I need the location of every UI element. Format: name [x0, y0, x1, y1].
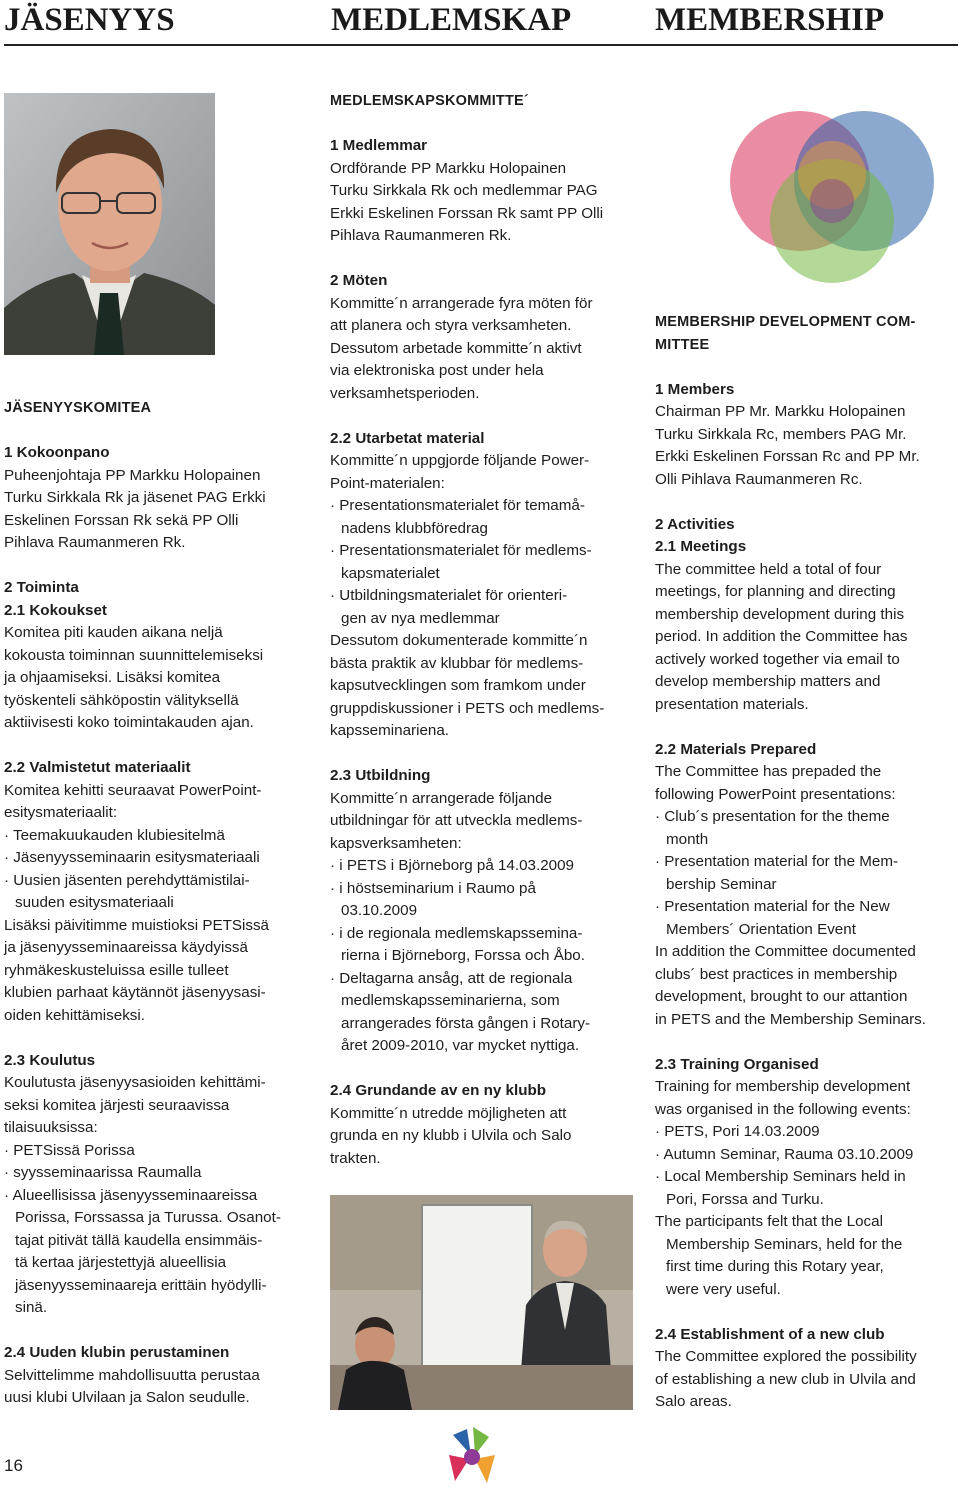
bullet-item: · PETS, Pori 14.03.2009 [655, 1123, 820, 1140]
membership-venn-logo [712, 93, 952, 288]
bullet-item-continuation: medlemskapsseminarierna, som [341, 992, 560, 1009]
bullet-item: · Deltagarna ansåg, att de regionala [330, 969, 573, 987]
bullet-item-continuation: Porissa, Forssassa ja Turussa. Osanot- [15, 1209, 281, 1226]
text-line: Komitea piti kauden aikana neljä [4, 624, 223, 641]
text-line: via elektroniska post under hela [330, 362, 544, 379]
bullet-item: · i höstseminarium i Raumo på [330, 879, 536, 897]
bullet-item-continuation: tä kertaa järjestettyjä alueellisia [15, 1254, 227, 1271]
text-line: The Committee explored the possibility [655, 1348, 917, 1365]
text-line: aktiivisesti koko toimintakauden ajan. [4, 714, 254, 731]
text-line: following PowerPoint presentations: [655, 785, 896, 803]
text-line: membership development during this [655, 605, 905, 623]
text-line: meetings, for planning and directing [655, 583, 896, 600]
text-line: Olli Pihlava Raumanmeren Rc. [655, 470, 863, 488]
text-line: Selvittelimme mahdollisuutta perustaa [4, 1366, 260, 1384]
text-line: kapsseminariena. [330, 722, 450, 739]
bullet-item-continuation: året 2009-2010, var mycket nyttiga. [341, 1037, 580, 1054]
bullet-item-continuation: arrangerades första gången i Rotary- [341, 1014, 591, 1032]
heading-en-2-2: 2.2 Materials Prepared [655, 740, 817, 758]
bullet-item-continuation: tajat pitivät tällä kaudella ensimmäis- [15, 1231, 263, 1249]
heading-en-2-4: 2.4 Establishment of a new club [655, 1325, 885, 1343]
heading-fi-1: 1 Kokoonpano [4, 444, 110, 461]
text-line: ja jäsenyysseminaareissa käydyissä [4, 939, 248, 956]
bullet-item: · Alueellisissa jäsenyysseminaareissa [4, 1186, 258, 1204]
heading-en-1: 1 Members [655, 380, 735, 398]
text-line: Dessutom dokumenterade kommitte´n [330, 632, 588, 649]
bullet-item: · i PETS i Björneborg på 14.03.2009 [330, 857, 574, 874]
header-title-en: MEMBERSHIP [655, 2, 885, 38]
text-line: Training for membership development [655, 1078, 911, 1095]
section-title-fi: JÄSENYYSKOMITEA [4, 400, 152, 416]
heading-fi-2-3: 2.3 Koulutus [4, 1051, 96, 1069]
text-line: The participants felt that the Local [655, 1213, 883, 1230]
text-line: uusi klubi Ulvilaan ja Salon seudulle. [4, 1389, 250, 1406]
text-line: oiden kehittämiseksi. [4, 1006, 145, 1024]
bullet-item: · PETSissä Porissa [4, 1141, 135, 1159]
bullet-item-continuation: jäsenyysseminaareja erittäin hyödylli- [15, 1276, 267, 1294]
text-line: Kommitte´n arrangerade fyra möten för [330, 294, 593, 312]
text-line: Pihlava Raumanmeren Rk. [330, 227, 512, 244]
text-line: Puheenjohtaja PP Markku Holopainen [4, 466, 261, 484]
text-line: Eskelinen Forssan Rk sekä PP Olli [4, 511, 239, 529]
text-line: Erkki Eskelinen Forssan Rk samt PP Olli [330, 204, 604, 222]
text-line: kapsutvecklingen som framkom under [330, 677, 586, 694]
text-line: Turku Sirkkala Rk och medlemmar PAG [330, 182, 598, 199]
meeting-photo [330, 1195, 633, 1410]
text-line: Erkki Eskelinen Forssan Rc and PP Mr. [655, 448, 920, 465]
text-line: trakten. [330, 1149, 381, 1167]
text-line: kapsverksamheten: [330, 834, 462, 852]
heading-en-2: 2 Activities [655, 515, 735, 533]
column-swedish [330, 90, 645, 1170]
text-line: ryhmäkeskusteluissa esille tulleet [4, 961, 229, 979]
bullet-item: · Jäsenyysseminaarin esitysmateriaali [4, 849, 260, 866]
text-line: first time during this Rotary year, [666, 1258, 884, 1275]
heading-sv-2-4: 2.4 Grundande av en ny klubb [330, 1082, 547, 1099]
text-line: seksi komitea järjesti seuraavissa [4, 1096, 230, 1114]
text-line: period. In addition the Committee has [655, 628, 908, 645]
text-line: työskenteli sähköpostin välityksellä [4, 691, 239, 709]
bullet-item: · Autumn Seminar, Rauma 03.10.2009 [655, 1145, 914, 1163]
text-line: Koulutusta jäsenyysasioiden kehittämi- [4, 1074, 266, 1091]
heading-fi-2: 2 Toiminta [4, 579, 79, 596]
bullet-item: · syysseminaarissa Raumalla [4, 1164, 202, 1181]
bullet-item-continuation: sinä. [15, 1299, 48, 1316]
heading-en-2-3: 2.3 Training Organised [655, 1055, 819, 1073]
column-finnish [4, 397, 316, 1410]
text-line: gruppdiskussioner i PETS och medlems- [330, 699, 605, 717]
bullet-item: · Presentation material for the Mem- [655, 853, 899, 870]
bullet-item: · Presentationsmaterialet för temamå- [330, 497, 585, 514]
heading-sv-2-3: 2.3 Utbildning [330, 767, 431, 784]
text-line: was organised in the following events: [655, 1100, 911, 1118]
bullet-item-continuation: Members´ Orientation Event [666, 920, 856, 938]
page-header [0, 0, 960, 44]
text-line: bästa praktik av klubbar för medlems- [330, 654, 584, 672]
text-line: Dessutom arbetade kommitte´n aktivt [330, 339, 582, 357]
text-line: ja ohjaamiseksi. Lisäksi komitea [4, 669, 221, 686]
heading-fi-2-1: 2.1 Kokoukset [4, 601, 107, 619]
text-line: Kommitte´n arrangerade följande [330, 789, 553, 807]
bullet-item-continuation: month [666, 830, 709, 848]
page-number: 16 [4, 1456, 23, 1475]
text-line: klubien parhaat käytännöt jäsenyysasi- [4, 984, 266, 1001]
text-line: utbildningar för att utveckla medlems- [330, 812, 583, 829]
text-line: The committee held a total of four [655, 560, 882, 578]
section-title-sv: MEDLEMSKAPSKOMMITTE´ [330, 93, 529, 109]
bullet-item: · Teemakuukauden klubiesitelmä [4, 826, 225, 844]
heading-en-2-1: 2.1 Meetings [655, 538, 747, 555]
bullet-item: · Presentationsmaterialet för medlems- [330, 542, 592, 559]
section-title-en: MEMBERSHIP DEVELOPMENT COM- [655, 314, 916, 330]
portrait-photo [4, 93, 215, 355]
text-line: Turku Sirkkala Rk ja jäsenet PAG Erkki [4, 489, 266, 506]
bullet-item: · Uusien jäsenten perehdyttämistilai- [4, 871, 250, 889]
section-title-en-continuation: MITTEE [655, 336, 710, 353]
text-line: of establishing a new club in Ulvila and [655, 1370, 916, 1388]
bullet-item-continuation: Pori, Forssa and Turku. [666, 1190, 824, 1208]
text-line: were very useful. [666, 1280, 781, 1298]
bullet-item-continuation: 03.10.2009 [341, 902, 418, 919]
text-line: verksamhetsperioden. [330, 384, 480, 402]
text-line: esitysmateriaalit: [4, 804, 118, 821]
text-line: Komitea kehitti seuraavat PowerPoint- [4, 781, 262, 799]
heading-fi-2-2: 2.2 Valmistetut materiaalit [4, 759, 191, 776]
bullet-item: · Local Membership Seminars held in [655, 1168, 906, 1185]
bullet-item-continuation: rierna i Björneborg, Forssa och Åbo. [341, 947, 585, 964]
text-line: Membership Seminars, held for the [666, 1235, 903, 1253]
text-line: presentation materials. [655, 695, 809, 713]
text-line: att planera och styra verksamheten. [330, 317, 572, 334]
column-english [655, 311, 958, 1414]
rotary-hands-logo [445, 1425, 497, 1487]
heading-sv-2-2: 2.2 Utarbetat material [330, 429, 485, 447]
header-title-fi: JÄSENYYS [4, 2, 175, 38]
bullet-item-continuation: nadens klubbföredrag [341, 519, 488, 537]
bullet-item: · Utbildningsmaterialet för orienteri- [330, 587, 568, 604]
bullet-item-continuation: kapsmaterialet [341, 564, 440, 582]
text-line: clubs´ best practices in membership [655, 965, 898, 983]
bullet-item-continuation: suuden esitysmateriaali [15, 894, 174, 911]
heading-sv-2: 2 Möten [330, 272, 388, 289]
text-line: Chairman PP Mr. Markku Holopainen [655, 403, 906, 420]
text-line: Salo areas. [655, 1393, 732, 1410]
text-line: Kommitte´n utredde möjligheten att [330, 1104, 567, 1122]
text-line: development, brought to our attantion [655, 988, 908, 1005]
text-line: Kommitte´n uppgjorde följande Power- [330, 452, 590, 469]
heading-fi-2-4: 2.4 Uuden klubin perustaminen [4, 1344, 230, 1361]
text-line: Point-materialen: [330, 474, 445, 492]
heading-sv-1: 1 Medlemmar [330, 137, 428, 154]
text-line: actively worked together via email to [655, 650, 900, 668]
bullet-item: · i de regionala medlemskapssemina- [330, 924, 583, 942]
header-title-sv: MEDLEMSKAP [331, 2, 572, 38]
text-line: Turku Sirkkala Rc, members PAG Mr. [655, 425, 907, 443]
bullet-item-continuation: bership Seminar [666, 875, 777, 893]
text-line: tilaisuuksissa: [4, 1119, 98, 1136]
text-line: In addition the Committee documented [655, 943, 916, 960]
text-line: kokousta toiminnan suunnittelemiseksi [4, 646, 264, 664]
text-line: Ordförande PP Markku Holopainen [330, 159, 567, 177]
text-line: Pihlava Raumanmeren Rk. [4, 534, 186, 551]
header-rule [4, 44, 958, 46]
bullet-item-continuation: gen av nya medlemmar [341, 609, 500, 627]
text-line: Lisäksi päivitimme muistioksi PETSissä [4, 916, 270, 934]
text-line: in PETS and the Membership Seminars. [655, 1010, 926, 1028]
text-line: grunda en ny klubb i Ulvila och Salo [330, 1127, 572, 1144]
bullet-item: · Presentation material for the New [655, 898, 890, 915]
text-line: The Committee has prepaded the [655, 763, 882, 780]
text-line: develop membership matters and [655, 673, 881, 690]
bullet-item: · Club´s presentation for the theme [655, 808, 890, 825]
